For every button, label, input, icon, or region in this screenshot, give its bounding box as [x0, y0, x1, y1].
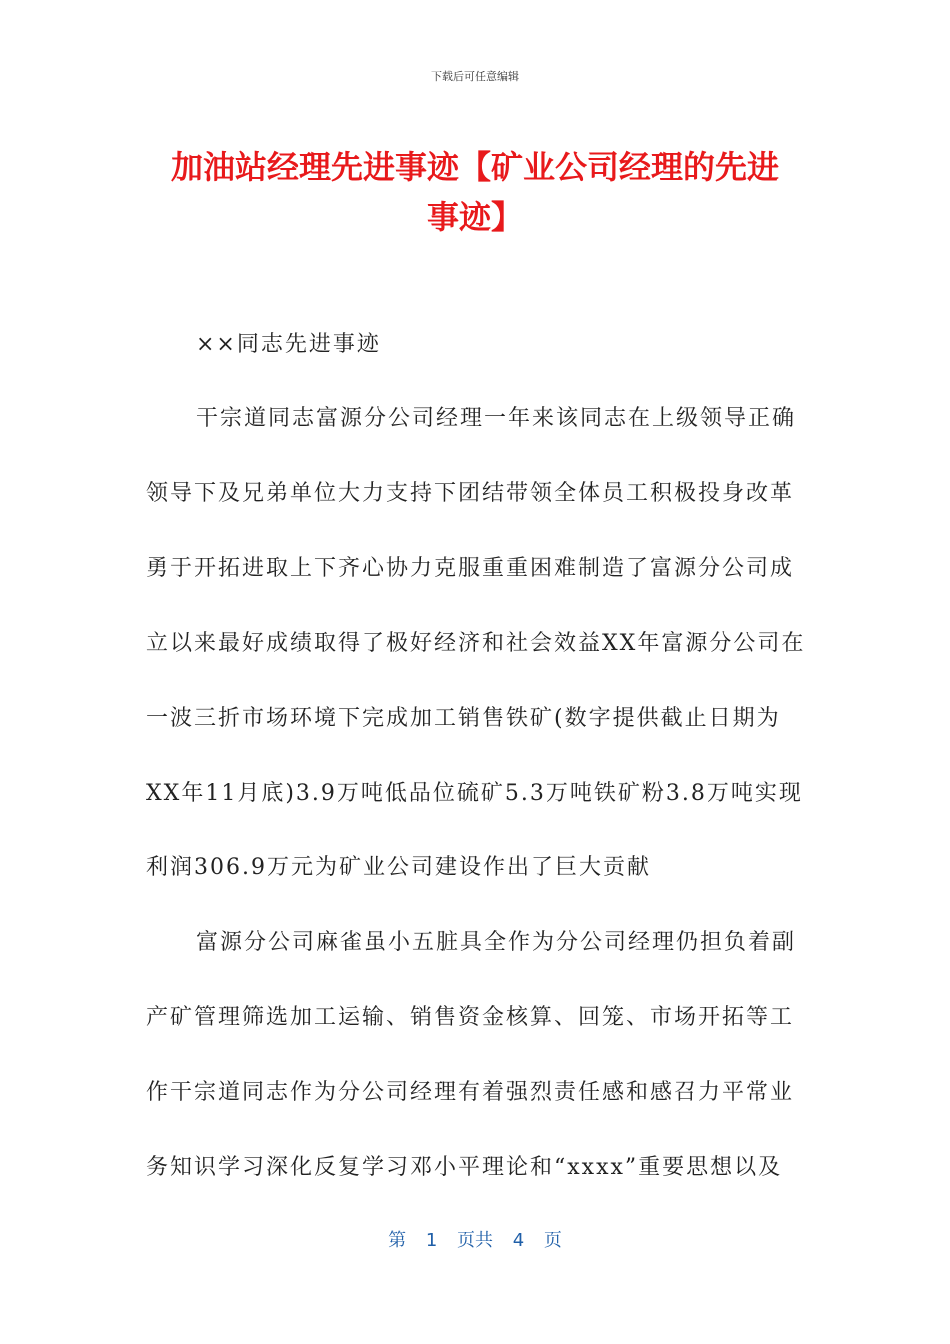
body-line: 勇于开拓进取上下齐心协力克服重重困难制造了富源分公司成 — [146, 556, 795, 581]
header-note: 下载后可任意编辑 — [431, 70, 519, 83]
document-title — [120, 142, 830, 242]
body-line: 产矿管理筛选加工运输、销售资金核算、回笼、市场开拓等工 — [146, 1005, 795, 1030]
body-line: 干宗道同志富源分公司经理一年来该同志在上级领导正确 — [196, 406, 797, 431]
page-number-footer: 第 1 页共 4 页 — [388, 1230, 562, 1251]
body-line: 领导下及兄弟单位大力支持下团结带领全体员工积极投身改革 — [146, 481, 795, 506]
body-line: 务知识学习深化反复学习邓小平理论和“xxxx”重要思想以及 — [146, 1155, 783, 1180]
body-line: 富源分公司麻雀虽小五脏具全作为分公司经理仍担负着副 — [196, 930, 797, 955]
body-line: 利润306.9万元为矿业公司建设作出了巨大贡献 — [146, 855, 651, 880]
body-line-heading: ××同志先进事迹 — [196, 332, 381, 357]
body-line: 一波三折市场环境下完成加工销售铁矿(数字提供截止日期为 — [146, 706, 781, 731]
title-line-1: 加油站经理先进事迹【矿业公司经理的先进 — [170, 148, 779, 186]
body-line: 作干宗道同志作为分公司经理有着强烈责任感和感召力平常业 — [146, 1080, 795, 1105]
body-line: 立以来最好成绩取得了极好经济和社会效益XX年富源分公司在 — [146, 631, 806, 656]
title-line-2: 事迹】 — [426, 198, 523, 236]
body-line: XX年11月底)3.9万吨低品位硫矿5.3万吨铁矿粉3.8万吨实现 — [146, 781, 803, 806]
